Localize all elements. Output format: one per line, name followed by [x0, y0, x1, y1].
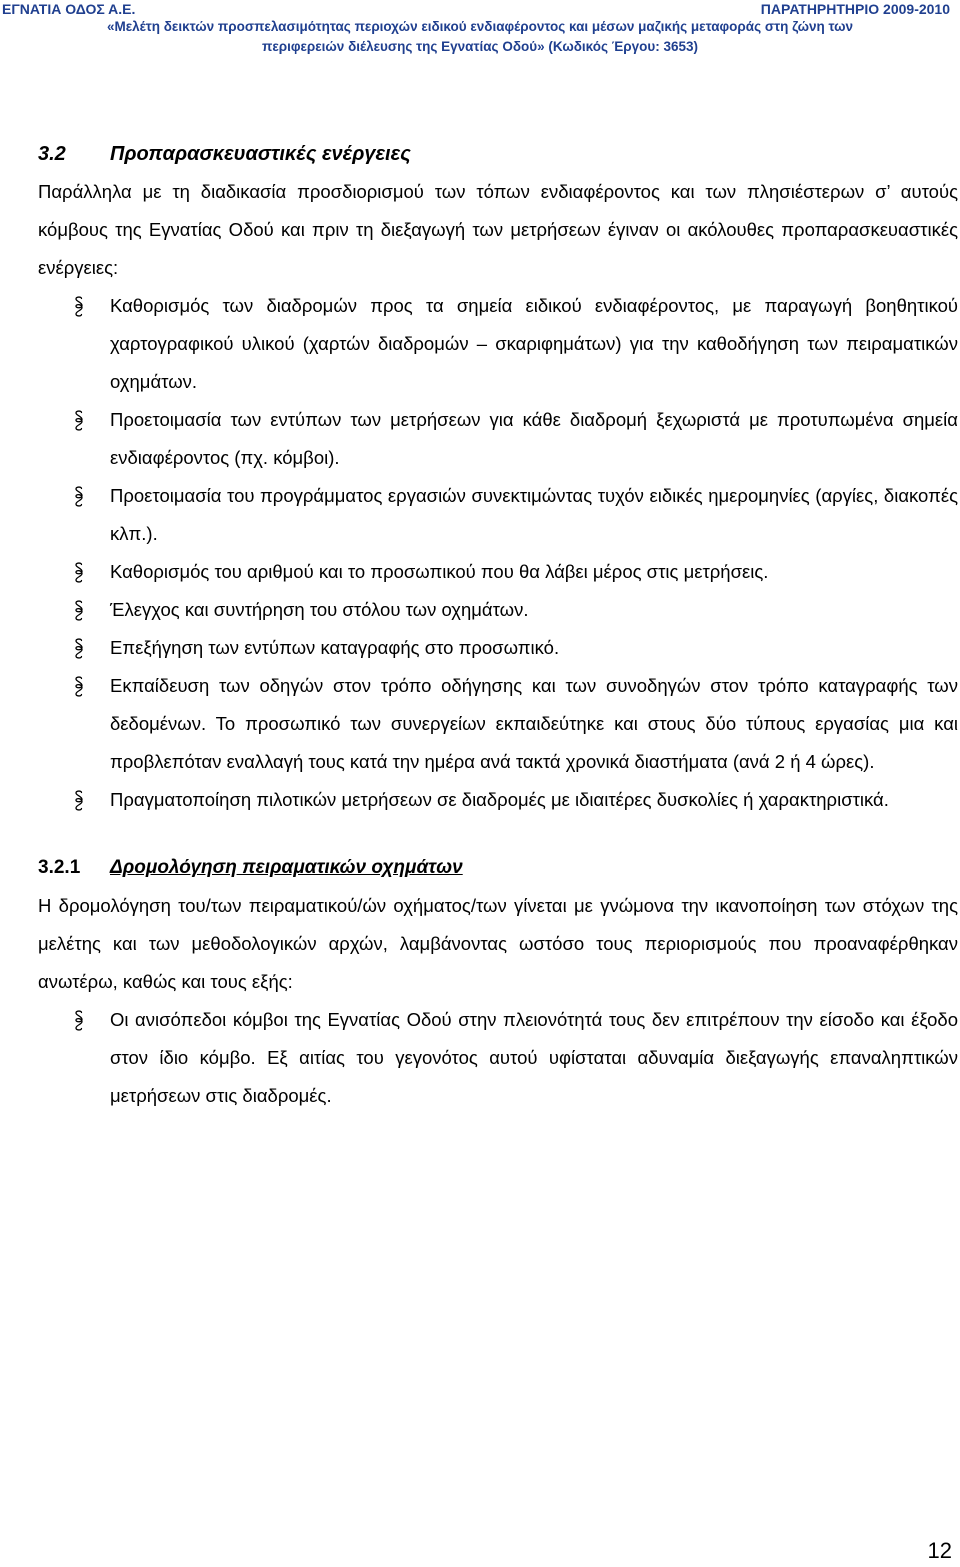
list-item	[38, 667, 958, 781]
section-heading	[38, 135, 958, 173]
list-item-text: Έλεγχος και συντήρηση του στόλου των οχημάτων.	[110, 599, 529, 620]
list-item	[38, 629, 958, 667]
subsection-number: 3.2.1	[38, 857, 81, 878]
section-sign-bullet-icon	[72, 1001, 86, 1039]
list-item-text: Εκπαίδευση των οδηγών στον τρόπο οδήγησης και των συνοδηγών στον τρόπο καταγραφής των δεδομένων. Το προσωπικό των συνεργείων εκπαιδεύτηκε και στους δύο τύπους εργασίας μια και προβλεπόταν εναλλαγή τους κατά την ημέρα ανά τακτά χρονικά διαστήματα (ανά 2 ή 4 ώρες).	[110, 675, 958, 772]
section-title: Προπαρασκευαστικές ενέργειες	[110, 143, 411, 165]
section-intro-paragraph: Παράλληλα με τη διαδικασία προσδιορισμού των τόπων ενδιαφέροντος και των πλησιέστερων σ’ αυτούς κόμβους της Εγνατίας Οδού και πριν τη διεξαγωγή των μετρήσεων έγιναν οι ακόλουθες προπαρασκευαστικές ενέργειες:	[38, 181, 958, 278]
list-item	[38, 477, 958, 553]
section-sign-bullet-icon	[72, 667, 86, 705]
section-sign-bullet-icon	[72, 629, 86, 667]
list-item-text: Προετοιμασία του προγράμματος εργασιών συνεκτιμώντας τυχόν ειδικές ημερομηνίες (αργίες, διακοπές κλπ.).	[110, 485, 958, 544]
subsection-heading	[38, 849, 958, 887]
document-body	[38, 135, 958, 1115]
subsection-intro-paragraph: Η δρομολόγηση του/των πειραματικού/ών οχήματος/των γίνεται με γνώμονα την ικανοποίηση των στόχων της μελέτης και των μεθοδολογικών αρχών, λαμβάνοντας ωστόσο τους περιορισμούς που προαναφέρθηκαν ανωτέρω, καθώς και τους εξής:	[38, 895, 958, 992]
list-item	[38, 1001, 958, 1115]
list-item-text: Επεξήγηση των εντύπων καταγραφής στο προσωπικό.	[110, 637, 560, 658]
list-item	[38, 287, 958, 401]
subsection-title: Δρομολόγηση πειραματικών οχημάτων	[110, 857, 463, 878]
section-sign-bullet-icon	[72, 781, 86, 819]
list-item	[38, 781, 958, 819]
page-number: 12	[927, 1538, 952, 1563]
subsection-bullet-list	[38, 1001, 958, 1115]
section-bullet-list	[38, 287, 958, 819]
list-item-text: Οι ανισόπεδοι κόμβοι της Εγνατίας Οδού στην πλειονότητά τους δεν επιτρέπουν την είσοδο και έξοδο στον ίδιο κόμβο. Εξ αιτίας του γεγονότος αυτού υφίσταται αδυναμία διεξαγωγής επαναληπτικών μετρήσεων στις διαδρομές.	[110, 1009, 958, 1106]
section-sign-bullet-icon	[72, 591, 86, 629]
header-organization: ΕΓΝΑΤΙΑ ΟΔΟΣ Α.Ε.	[2, 1, 136, 17]
list-item	[38, 401, 958, 477]
section-sign-bullet-icon	[72, 477, 86, 515]
list-item-text: Καθορισμός των διαδρομών προς τα σημεία ειδικού ενδιαφέροντος, με παραγωγή βοηθητικού χαρτογραφικού υλικού (χαρτών διαδρομών – σκαριφημάτων) για την καθοδήγηση των πειραματικών οχημάτων.	[110, 295, 958, 392]
section-sign-bullet-icon	[72, 553, 86, 591]
list-item	[38, 591, 958, 629]
page-header	[0, 0, 960, 60]
section-sign-bullet-icon	[72, 287, 86, 325]
list-item-text: Προετοιμασία των εντύπων των μετρήσεων για κάθε διαδρομή ξεχωριστά με προτυπωμένα σημεία ενδιαφέροντος (πχ. κόμβοι).	[110, 409, 958, 468]
section-number: 3.2	[38, 143, 66, 165]
header-project-title-line2: περιφερειών διέλευσης της Εγνατίας Οδού» (Κωδικός Έργου: 3653)	[261, 39, 699, 54]
list-item	[38, 553, 958, 591]
header-observatory: ΠΑΡΑΤΗΡΗΤΗΡΙΟ 2009-2010	[760, 1, 950, 17]
list-item-text: Καθορισμός του αριθμού και το προσωπικού που θα λάβει μέρος στις μετρήσεις.	[110, 561, 769, 582]
header-project-title-line1: «Μελέτη δεικτών προσπελασιμότητας περιοχών ειδικού ενδιαφέροντος και μέσων μαζικής μεταφοράς στη ζώνη των	[106, 19, 854, 34]
section-sign-bullet-icon	[72, 401, 86, 439]
list-item-text: Πραγματοποίηση πιλοτικών μετρήσεων σε διαδρομές με ιδιαιτέρες δυσκολίες ή χαρακτηριστικά.	[110, 789, 889, 810]
